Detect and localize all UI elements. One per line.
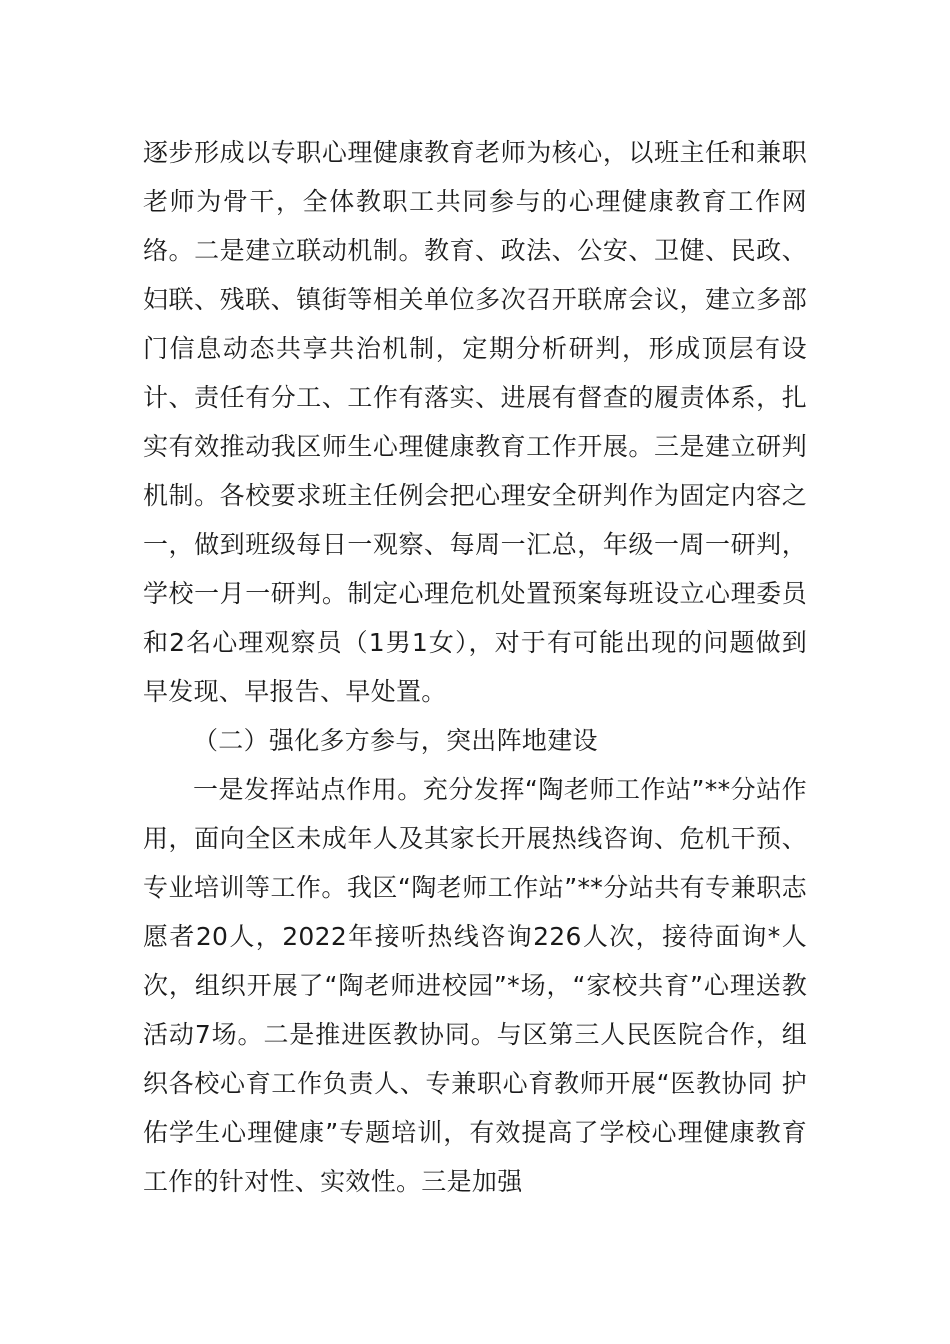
document-body bbox=[143, 128, 807, 1206]
body-paragraph-2: 一是发挥站点作用。充分发挥“陶老师工作站”**分站作用，面向全区未成年人及其家长开展热线咨询、危机干预、专业培训等工作。我区“陶老师工作站”**分站共有专兼职志愿者20人，2022年接听热线咨询226人次，接待面询*人次，组织开展了“陶老师进校园”*场，“家校共育”心理送教活动7场。二是推进医教协同。与区第三人民医院合作，组织各校心育工作负责人、专兼职心育教师开展“医教协同 护佑学生心理健康”专题培训，有效提高了学校心理健康教育工作的针对性、实效性。三是加强 bbox=[143, 775, 807, 1196]
section-heading: （二）强化多方参与，突出阵地建设 bbox=[193, 726, 598, 755]
body-paragraph-1: 逐步形成以专职心理健康教育老师为核心，以班主任和兼职老师为骨干，全体教职工共同参与的心理健康教育工作网络。二是建立联动机制。教育、政法、公安、卫健、民政、妇联、残联、镇街等相关单位多次召开联席会议，建立多部门信息动态共享共治机制，定期分析研判，形成顶层有设计、责任有分工、工作有落实、进展有督查的履责体系，扎实有效推动我区师生心理健康教育工作开展。三是建立研判机制。各校要求班主任例会把心理安全研判作为固定内容之一，做到班级每日一观察、每周一汇总，年级一周一研判，学校一月一研判。制定心理危机处置预案每班设立心理委员和2名心理观察员（1男1女），对于有可能出现的问题做到早发现、早报告、早处置。 bbox=[143, 138, 807, 706]
